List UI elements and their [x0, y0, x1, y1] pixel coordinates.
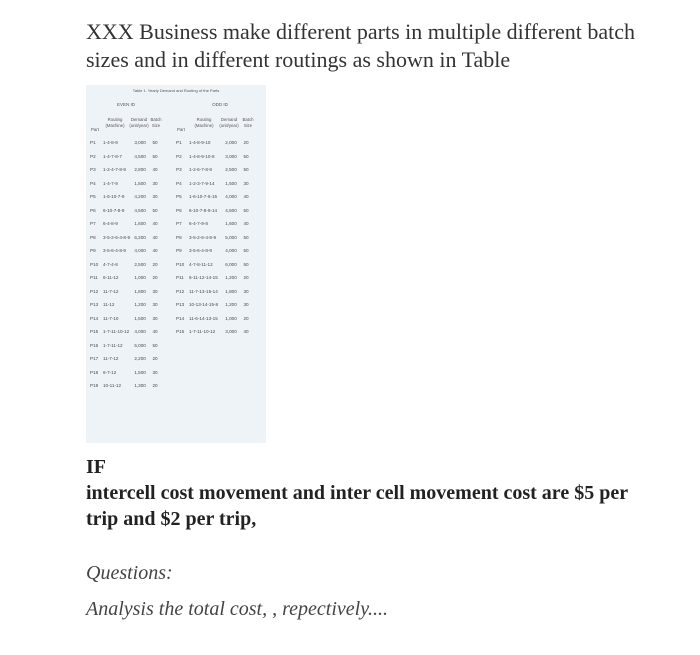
- left-header-routing: Routing (Machine): [105, 117, 125, 128]
- table-cell: 1-7-11-12: [103, 342, 123, 348]
- table-cell: 1,500: [225, 180, 237, 186]
- left-parts-table: [90, 136, 160, 393]
- table-cell: P9: [176, 248, 182, 254]
- table-cell: P18: [90, 369, 99, 375]
- table-cell: 1-4-7-9: [103, 180, 118, 186]
- table-cell: 6-4-7-9-8: [189, 221, 208, 227]
- table-cell: 1,300: [134, 383, 146, 389]
- table-cell: 4,500: [134, 207, 146, 213]
- table-cell: 1-4-8-9-10-8: [189, 153, 215, 159]
- table-cell: 1,600: [225, 221, 237, 227]
- table-cell: 1-7-11-10-12: [189, 329, 216, 335]
- left-table-subtitle: EVEN ID: [116, 102, 135, 107]
- table-row: [90, 177, 160, 191]
- table-row: [90, 325, 160, 339]
- table-row: [176, 325, 251, 339]
- table-cell: 1,200: [225, 302, 237, 308]
- table-cell: P8: [176, 234, 182, 240]
- table-cell: 1,800: [134, 288, 146, 294]
- table-cell: 11-6-14-13-15: [189, 315, 218, 321]
- table-cell: 4,200: [134, 194, 146, 200]
- table-cell: 1-6-10-7-9: [103, 194, 125, 200]
- table-row: [90, 312, 160, 326]
- table-cell: P14: [90, 315, 99, 321]
- table-cell: 20: [152, 275, 158, 281]
- table-row: [90, 163, 160, 177]
- table-cell: 50: [243, 234, 249, 240]
- table-cell: P6: [176, 207, 182, 213]
- table-cell: 5,000: [225, 234, 237, 240]
- table-cell: P2: [90, 153, 96, 159]
- table-cell: 4,000: [225, 194, 237, 200]
- table-cell: P3: [90, 167, 96, 173]
- table-cell: 2,500: [225, 167, 237, 173]
- table-row: [176, 231, 251, 245]
- table-cell: 1-7-11-10-12: [103, 329, 130, 335]
- table-cell: 6-4-8-9: [103, 221, 118, 227]
- table-row: [176, 163, 251, 177]
- table-cell: 30: [243, 302, 249, 308]
- table-cell: 11-7-13-15-14: [189, 288, 218, 294]
- table-cell: 1-2-6-7-8-9: [189, 167, 212, 173]
- table-cell: P9: [90, 248, 96, 254]
- right-header-batch: Batch Size: [242, 117, 254, 128]
- table-cell: 50: [243, 167, 249, 173]
- table-cell: 20: [152, 261, 158, 267]
- table-cell: 4,500: [134, 153, 146, 159]
- table-cell: 50: [243, 248, 249, 254]
- table-cell: 1,500: [134, 315, 146, 321]
- table-cell: 50: [152, 140, 158, 146]
- table-cell: 1-6-10-7-6-15: [189, 194, 218, 200]
- table-cell: 50: [243, 261, 249, 267]
- table-cell: 50: [152, 207, 158, 213]
- table-cell: 50: [243, 207, 249, 213]
- table-cell: 30: [152, 180, 158, 186]
- table-cell: 1-2-4-7-8-9: [103, 167, 126, 173]
- table-cell: 11-7-12: [103, 288, 119, 294]
- table-cell: 1,600: [134, 221, 146, 227]
- if-label: IF: [86, 456, 106, 478]
- table-cell: 1,200: [134, 302, 146, 308]
- table-cell: P10: [90, 261, 99, 267]
- table-cell: 30: [152, 302, 158, 308]
- table-cell: 30: [243, 180, 249, 186]
- table-cell: 6-10-7-8-9: [103, 207, 125, 213]
- table-row: [176, 204, 251, 218]
- table-cell: 20: [152, 383, 158, 389]
- table-cell: 1-4-7-8-7: [103, 153, 122, 159]
- table-cell: 4,000: [134, 329, 146, 335]
- table-row: [176, 244, 251, 258]
- left-header-batch: Batch Size: [150, 117, 162, 128]
- table-cell: 3-5-2-6-4-8-9: [103, 234, 131, 240]
- table-row: [90, 136, 160, 150]
- table-cell: 4,500: [225, 207, 237, 213]
- table-row: [90, 231, 160, 245]
- table-cell: 3,000: [134, 140, 146, 146]
- table-cell: 6-10-7-8-9-14: [189, 207, 218, 213]
- table-cell: 6-11-12-14-15: [189, 275, 218, 281]
- table-row: [90, 190, 160, 204]
- table-cell: 30: [152, 288, 158, 294]
- table-cell: 2,000: [225, 140, 237, 146]
- table-cell: 40: [243, 221, 249, 227]
- table-row: [176, 177, 251, 191]
- table-row: [90, 366, 160, 380]
- table-cell: 6-7-12: [103, 369, 117, 375]
- table-cell: P4: [90, 180, 96, 186]
- table-cell: 40: [152, 248, 158, 254]
- left-header-part: Part: [91, 127, 99, 132]
- table-cell: 10-13-14-15-8: [189, 302, 219, 308]
- table-cell: 3-5-2-6-4-8-9: [189, 234, 217, 240]
- table-cell: P11: [90, 275, 98, 281]
- table-cell: 30: [152, 194, 158, 200]
- table-cell: 20: [243, 140, 249, 146]
- table-cell: 40: [152, 329, 158, 335]
- table-cell: 11-7-12: [103, 356, 119, 362]
- table-cell: 40: [152, 221, 158, 227]
- table-row: [90, 339, 160, 353]
- table-row: [176, 136, 251, 150]
- table-cell: 40: [152, 234, 158, 240]
- table-cell: P14: [176, 315, 185, 321]
- table-cell: 30: [152, 315, 158, 321]
- table-title: Table 1. Yearly Demand and Routing of the Parts: [132, 88, 220, 93]
- table-row: [176, 217, 251, 231]
- table-cell: 20: [243, 315, 249, 321]
- intro-text: XXX Business make different parts in multiple different batch sizes and in different routings as shown in Table: [86, 19, 636, 72]
- table-cell: 6-11-12: [103, 275, 119, 281]
- table-cell: P10: [176, 261, 185, 267]
- table-cell: P4: [176, 180, 182, 186]
- table-cell: 30: [152, 369, 158, 375]
- table-cell: 40: [152, 167, 158, 173]
- table-row: [90, 352, 160, 366]
- table-row: [90, 258, 160, 272]
- table-cell: P5: [90, 194, 96, 200]
- table-cell: 2,800: [134, 167, 146, 173]
- table-row: [176, 312, 251, 326]
- table-row: [176, 150, 251, 164]
- table-row: [90, 285, 160, 299]
- table-cell: P11: [176, 275, 184, 281]
- table-row: [176, 258, 251, 272]
- table-cell: 20: [152, 356, 158, 362]
- table-cell: 40: [243, 329, 249, 335]
- table-row: [90, 379, 160, 393]
- table-cell: P7: [90, 221, 96, 227]
- table-cell: 1,500: [134, 180, 146, 186]
- table-cell: P15: [176, 329, 185, 335]
- parts-table-image: [86, 85, 266, 443]
- right-table-subtitle: ODD ID: [212, 102, 228, 107]
- table-row: [176, 285, 251, 299]
- question-text: Analysis the total cost, , repectively....: [86, 598, 388, 620]
- right-parts-table: [176, 136, 251, 339]
- table-cell: P12: [90, 288, 99, 294]
- table-cell: P13: [90, 302, 99, 308]
- table-row: [90, 298, 160, 312]
- table-cell: 3,000: [225, 153, 237, 159]
- table-cell: 1,800: [225, 288, 237, 294]
- table-cell: 20: [243, 275, 249, 281]
- table-cell: P12: [176, 288, 185, 294]
- table-cell: P15: [90, 329, 99, 335]
- right-header-routing: Routing (Machine): [194, 117, 214, 128]
- table-cell: 4-7-4-8: [103, 261, 118, 267]
- table-row: [176, 298, 251, 312]
- table-cell: 6,200: [134, 234, 146, 240]
- table-cell: P2: [176, 153, 182, 159]
- table-cell: 2,200: [134, 356, 146, 362]
- table-cell: P3: [176, 167, 182, 173]
- condition-text: intercell cost movement and inter cell movement cost are $5 per trip and $2 per trip,: [86, 482, 628, 530]
- questions-label: Questions:: [86, 562, 173, 584]
- table-cell: P17: [90, 356, 99, 362]
- table-cell: P1: [176, 140, 182, 146]
- table-cell: P8: [90, 234, 96, 240]
- table-cell: 50: [152, 342, 158, 348]
- table-cell: 3,000: [225, 329, 237, 335]
- table-cell: P6: [90, 207, 96, 213]
- table-cell: P16: [90, 342, 99, 348]
- table-cell: 6,000: [225, 261, 237, 267]
- right-header-part: Part: [177, 127, 185, 132]
- table-cell: 11-12: [103, 302, 115, 308]
- table-cell: 10-11-12: [103, 383, 122, 389]
- table-cell: 1-4-8-9-10: [189, 140, 211, 146]
- table-row: [176, 271, 251, 285]
- table-cell: 50: [243, 153, 249, 159]
- table-cell: 2,500: [134, 261, 146, 267]
- table-cell: 1-4-8-9: [103, 140, 118, 146]
- table-cell: 1,500: [134, 369, 146, 375]
- table-row: [90, 271, 160, 285]
- table-row: [90, 150, 160, 164]
- table-cell: 4,000: [134, 248, 146, 254]
- table-cell: P19: [90, 383, 99, 389]
- table-cell: 3-5-6-4-8-9: [189, 248, 212, 254]
- table-cell: 50: [152, 153, 158, 159]
- table-cell: 1,000: [225, 315, 237, 321]
- table-cell: 1,200: [225, 275, 237, 281]
- table-row: [90, 217, 160, 231]
- table-row: [176, 190, 251, 204]
- table-cell: 40: [243, 194, 249, 200]
- table-row: [90, 204, 160, 218]
- table-cell: 5,000: [134, 342, 146, 348]
- right-header-demand: Demand (unit/year): [219, 117, 239, 128]
- table-row: [90, 244, 160, 258]
- table-cell: 3-5-6-4-8-9: [103, 248, 126, 254]
- left-header-demand: Demand (unit/year): [129, 117, 149, 128]
- table-cell: P5: [176, 194, 182, 200]
- table-cell: 30: [243, 288, 249, 294]
- table-cell: P13: [176, 302, 185, 308]
- table-cell: P7: [176, 221, 182, 227]
- table-cell: 1,000: [134, 275, 146, 281]
- table-cell: 11-7-10: [103, 315, 119, 321]
- table-cell: 4,000: [225, 248, 237, 254]
- table-cell: 4-7-8-11-12: [189, 261, 213, 267]
- table-cell: P1: [90, 140, 96, 146]
- table-cell: 1-2-3-7-9-14: [189, 180, 215, 186]
